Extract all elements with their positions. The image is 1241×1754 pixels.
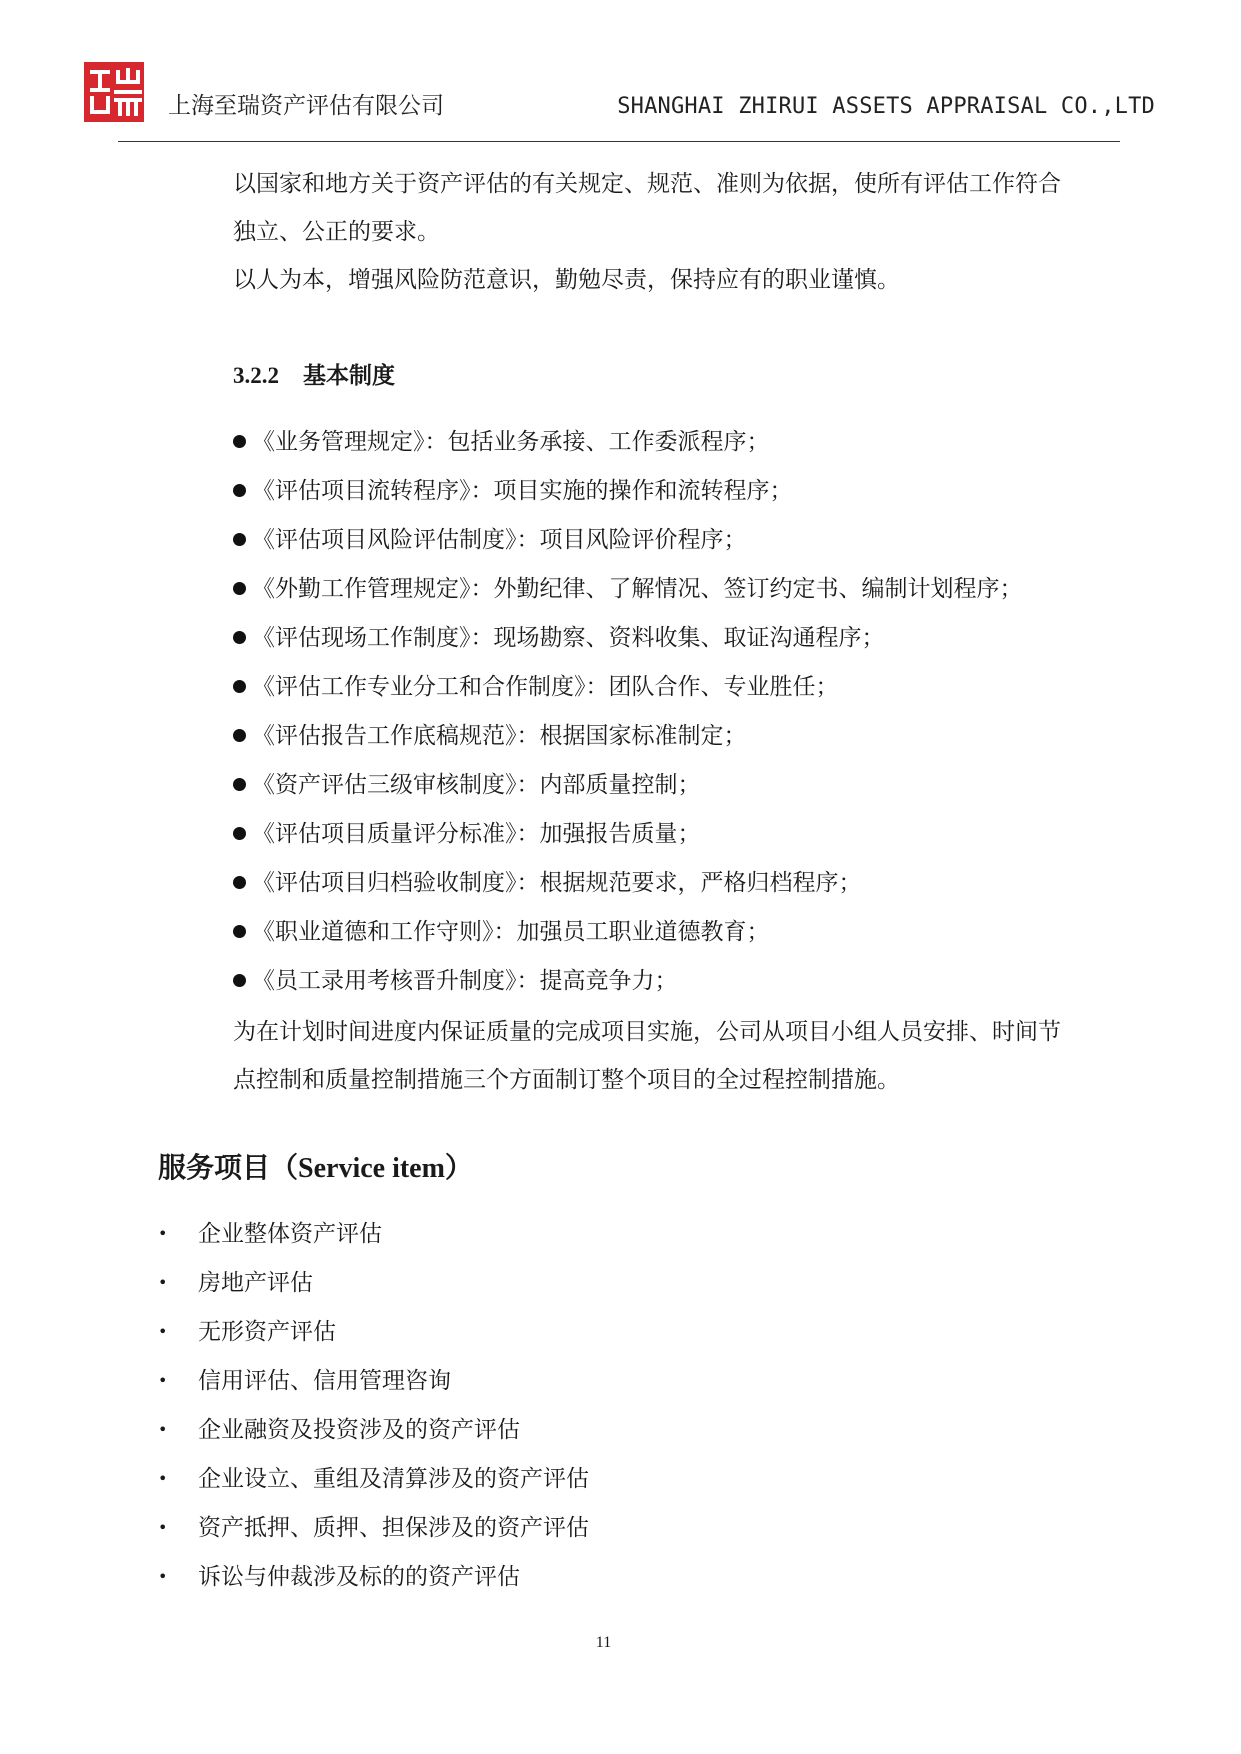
bullet-icon bbox=[233, 435, 246, 448]
bullet-icon bbox=[233, 484, 246, 497]
bullet-icon bbox=[233, 778, 246, 791]
list-item: • 信用评估、信用管理咨询 bbox=[158, 1357, 589, 1406]
bullet-icon bbox=[233, 631, 246, 644]
section-heading bbox=[233, 358, 395, 394]
bullet-icon: • bbox=[158, 1468, 168, 1488]
section-title: 基本制度 bbox=[303, 362, 395, 389]
services-title-en: （Service item） bbox=[270, 1153, 473, 1184]
company-name-en: SHANGHAI ZHIRUI ASSETS APPRAISAL CO.,LTD bbox=[617, 94, 1155, 119]
list-item: • 企业设立、重组及清算涉及的资产评估 bbox=[158, 1455, 589, 1504]
list-item: • 资产抵押、质押、担保涉及的资产评估 bbox=[158, 1504, 589, 1553]
bullet-icon: • bbox=[158, 1223, 168, 1243]
list-item: 《评估项目风险评估制度》：项目风险评价程序； bbox=[233, 516, 1133, 565]
intro-paragraph bbox=[233, 160, 1133, 304]
list-item: 《员工录用考核晋升制度》：提高竞争力； bbox=[233, 957, 1133, 1006]
bullet-icon bbox=[233, 729, 246, 742]
list-item: 《评估项目归档验收制度》：根据规范要求，严格归档程序； bbox=[233, 859, 1133, 908]
list-item: • 无形资产评估 bbox=[158, 1308, 589, 1357]
bullet-icon bbox=[233, 925, 246, 938]
intro-line-1: 以国家和地方关于资产评估的有关规定、规范、准则为依据，使所有评估工作符合 bbox=[233, 171, 1061, 197]
bullet-icon bbox=[233, 533, 246, 546]
list-item: • 企业融资及投资涉及的资产评估 bbox=[158, 1406, 589, 1455]
bullet-icon: • bbox=[158, 1272, 168, 1292]
list-item: 《评估现场工作制度》：现场勘察、资料收集、取证沟通程序； bbox=[233, 614, 1133, 663]
bullet-icon bbox=[233, 974, 246, 987]
list-item: 《外勤工作管理规定》：外勤纪律、了解情况、签订约定书、编制计划程序； bbox=[233, 565, 1133, 614]
services-list bbox=[158, 1210, 589, 1602]
list-item: 《业务管理规定》：包括业务承接、工作委派程序； bbox=[233, 418, 1133, 467]
bullet-icon: • bbox=[158, 1517, 168, 1537]
intro-line-3: 以人为本，增强风险防范意识，勤勉尽责，保持应有的职业谨慎。 bbox=[233, 267, 900, 293]
list-item: • 诉讼与仲裁涉及标的的资产评估 bbox=[158, 1553, 589, 1602]
list-item: 《评估工作专业分工和合作制度》：团队合作、专业胜任； bbox=[233, 663, 1133, 712]
list-item: • 房地产评估 bbox=[158, 1259, 589, 1308]
list-item: 《评估报告工作底稿规范》：根据国家标准制定； bbox=[233, 712, 1133, 761]
list-item: • 企业整体资产评估 bbox=[158, 1210, 589, 1259]
list-item: 《资产评估三级审核制度》：内部质量控制； bbox=[233, 761, 1133, 810]
intro-line-2: 独立、公正的要求。 bbox=[233, 219, 440, 245]
company-logo bbox=[84, 62, 144, 122]
page-number: 11 bbox=[595, 1634, 612, 1651]
header-divider bbox=[118, 141, 1120, 142]
list-item: 《评估项目质量评分标准》：加强报告质量； bbox=[233, 810, 1133, 859]
section-number: 3.2.2 bbox=[233, 363, 279, 388]
bullet-icon: • bbox=[158, 1566, 168, 1586]
summary-line-2: 点控制和质量控制措施三个方面制订整个项目的全过程控制措施。 bbox=[233, 1067, 900, 1093]
list-item: 《职业道德和工作守则》：加强员工职业道德教育； bbox=[233, 908, 1133, 957]
services-title-cn: 服务项目 bbox=[158, 1151, 271, 1184]
bullet-icon: • bbox=[158, 1370, 168, 1390]
bullet-icon: • bbox=[158, 1419, 168, 1439]
company-name-cn: 上海至瑞资产评估有限公司 bbox=[168, 93, 444, 119]
bullet-icon bbox=[233, 680, 246, 693]
summary-paragraph bbox=[233, 1008, 1133, 1104]
bullet-icon bbox=[233, 582, 246, 595]
bullet-icon bbox=[233, 876, 246, 889]
bullet-icon bbox=[233, 827, 246, 840]
services-heading bbox=[158, 1148, 473, 1189]
list-item: 《评估项目流转程序》：项目实施的操作和流转程序； bbox=[233, 467, 1133, 516]
bullet-icon: • bbox=[158, 1321, 168, 1341]
rules-list bbox=[233, 418, 1133, 1006]
summary-line-1: 为在计划时间进度内保证质量的完成项目实施，公司从项目小组人员安排、时间节 bbox=[233, 1019, 1061, 1045]
